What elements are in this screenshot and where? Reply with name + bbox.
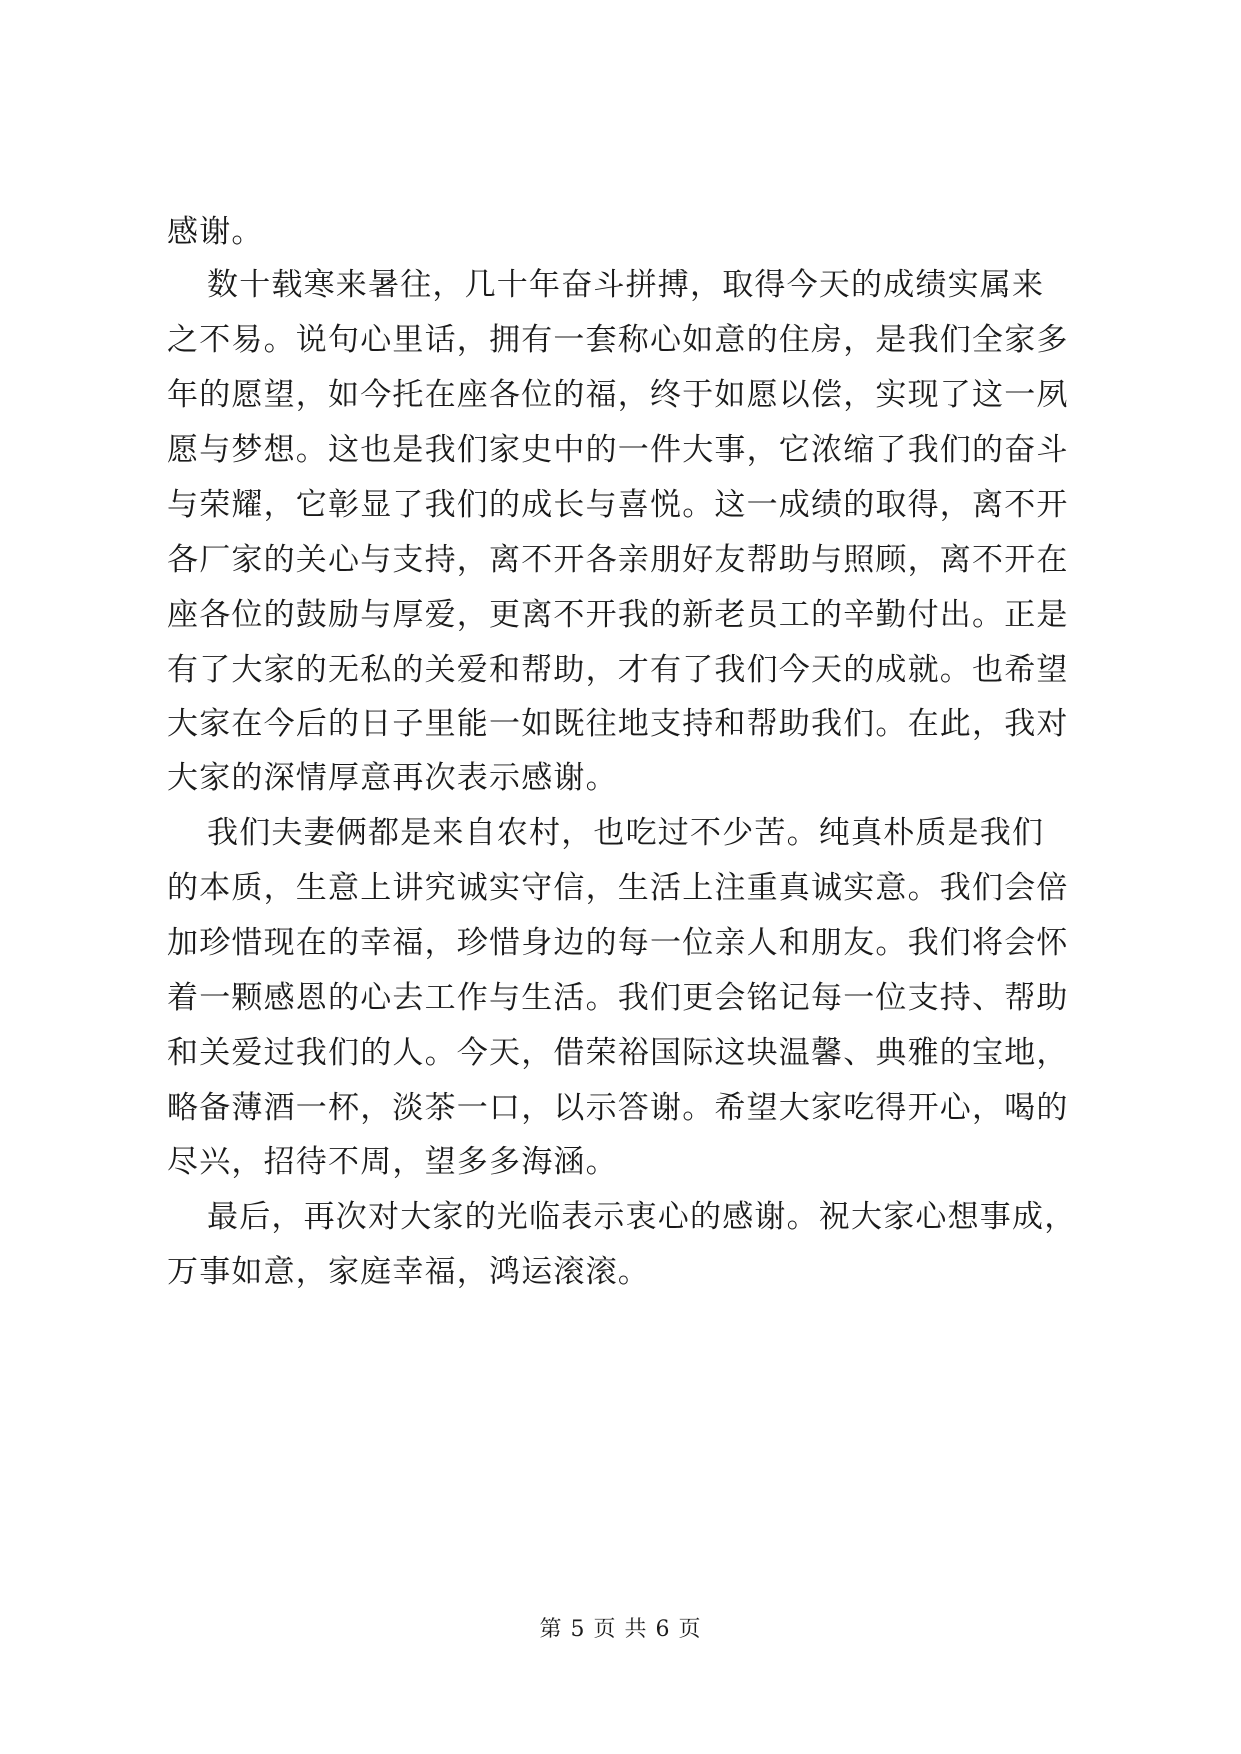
text-line: 的本质，生意上讲究诚实守信，生活上注重真诚实意。我们会倍 [167, 870, 1069, 906]
text-line: 之不易。说句心里话，拥有一套称心如意的住房，是我们全家多 [167, 322, 1069, 358]
text-line: 万事如意，家庭幸福，鸿运滚滚。 [167, 1254, 650, 1290]
paragraph-first-line: 最后，再次对大家的光临表示衷心的感谢。祝大家心想事成， [207, 1199, 1077, 1235]
text-line: 各厂家的关心与支持，离不开各亲朋好友帮助与照顾，离不开在 [167, 542, 1069, 578]
paragraph-first-line: 数十载寒来暑往，几十年奋斗拼搏，取得今天的成绩实属来 [207, 267, 1045, 303]
text-line: 着一颗感恩的心去工作与生活。我们更会铭记每一位支持、帮助 [167, 980, 1069, 1016]
text-line: 感谢。 [167, 214, 264, 250]
text-line: 大家的深情厚意再次表示感谢。 [167, 760, 618, 796]
text-line: 大家在今后的日子里能一如既往地支持和帮助我们。在此，我对 [167, 706, 1069, 742]
paragraph-first-line: 我们夫妻俩都是来自农村，也吃过不少苦。纯真朴质是我们 [207, 815, 1045, 851]
text-line: 有了大家的无私的关爱和帮助，才有了我们今天的成就。也希望 [167, 652, 1069, 688]
text-line: 愿与梦想。这也是我们家史中的一件大事，它浓缩了我们的奋斗 [167, 432, 1069, 468]
page-number-footer: 第 5 页 共 6 页 [539, 1617, 702, 1642]
text-line: 尽兴，招待不周，望多多海涵。 [167, 1144, 618, 1180]
text-line: 和关爱过我们的人。今天，借荣裕国际这块温馨、典雅的宝地， [167, 1035, 1069, 1071]
text-line: 与荣耀，它彰显了我们的成长与喜悦。这一成绩的取得，离不开 [167, 487, 1069, 523]
text-line: 座各位的鼓励与厚爱，更离不开我的新老员工的辛勤付出。正是 [167, 597, 1069, 633]
text-line: 年的愿望，如今托在座各位的福，终于如愿以偿，实现了这一夙 [167, 377, 1069, 413]
text-line: 略备薄酒一杯，淡茶一口，以示答谢。希望大家吃得开心，喝的 [167, 1090, 1069, 1126]
text-line: 加珍惜现在的幸福，珍惜身边的每一位亲人和朋友。我们将会怀 [167, 925, 1069, 961]
